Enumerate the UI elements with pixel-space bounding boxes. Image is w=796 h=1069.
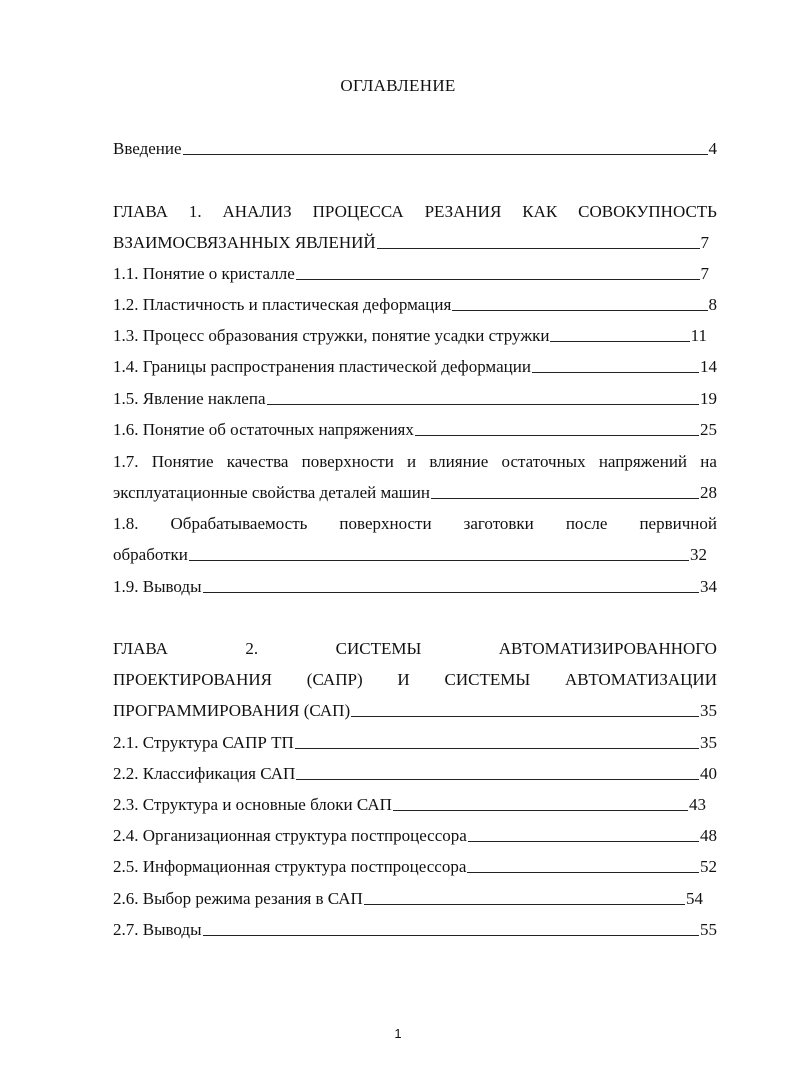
toc-leader: [550, 341, 689, 342]
heading-word: 2.: [245, 639, 259, 658]
toc-page: 43: [689, 795, 706, 814]
page-number: 1: [394, 1026, 402, 1041]
toc-word: Понятие: [151, 452, 214, 471]
toc-leader: [203, 935, 699, 936]
toc-label: Введение: [113, 139, 182, 158]
toc-page: 52: [700, 857, 717, 876]
toc-page: 35: [700, 733, 717, 752]
toc-leader: [295, 748, 699, 749]
toc-leader: [431, 498, 699, 499]
toc-leader: [377, 248, 700, 249]
toc-word: после: [565, 514, 608, 533]
toc-entry-2-6[interactable]: [113, 888, 717, 910]
toc-label: 2.6. Выбор режима резания в САП: [113, 889, 363, 908]
toc-page: 54: [686, 889, 703, 908]
toc-label: 1.2. Пластичность и пластическая деформация: [113, 295, 452, 314]
toc-page: 32: [690, 545, 707, 564]
toc-page: 11: [690, 326, 707, 345]
toc-word: поверхности: [339, 514, 432, 533]
toc-entry-2-2[interactable]: [113, 763, 717, 785]
toc-leader: [183, 154, 708, 155]
toc-leader: [203, 592, 699, 593]
toc-word: влияние: [429, 452, 489, 471]
toc-page: 7: [700, 233, 709, 252]
toc-entry-2-3[interactable]: [113, 794, 717, 816]
heading-word: (САПР): [306, 670, 363, 689]
toc-leader: [189, 560, 689, 561]
heading-word: АВТОМАТИЗИРОВАННОГО: [498, 639, 717, 658]
toc-entry-1-5[interactable]: [113, 388, 717, 410]
toc-leader: [452, 310, 707, 311]
toc-word: остаточных: [501, 452, 586, 471]
toc-label: 2.5. Информационная структура постпроцессора: [113, 857, 467, 876]
toc-leader: [351, 716, 699, 717]
toc-entry-1-1[interactable]: [113, 263, 717, 285]
toc-page: 7: [700, 264, 709, 283]
toc-entry-1-8-line1[interactable]: [113, 513, 717, 535]
chapter1-heading-line1: [113, 201, 717, 223]
toc-entry-1-9[interactable]: [113, 576, 717, 598]
toc-entry-1-8-line2[interactable]: [113, 544, 717, 566]
heading-word: АВТОМАТИЗАЦИИ: [564, 670, 717, 689]
toc-page: 34: [700, 577, 717, 596]
toc-label: 1.1. Понятие о кристалле: [113, 264, 295, 283]
toc-leader: [296, 779, 699, 780]
toc-label: 2.2. Классификация САП: [113, 764, 296, 783]
toc-page: 8: [708, 295, 717, 314]
toc-leader: [415, 435, 699, 436]
toc-label: 1.5. Явление наклепа: [113, 389, 266, 408]
heading-word: 1.: [188, 202, 202, 221]
toc-label: 1.6. Понятие об остаточных напряжениях: [113, 420, 414, 439]
heading-word: СИСТЕМЫ: [444, 670, 531, 689]
toc-entry-1-3[interactable]: [113, 325, 717, 347]
toc-label: 1.3. Процесс образования стружки, понятие усадки стружки: [113, 326, 550, 345]
toc-leader: [364, 904, 685, 905]
toc-entry-1-2[interactable]: [113, 294, 717, 316]
toc-word: качества: [226, 452, 289, 471]
toc-leader: [532, 372, 699, 373]
toc-page: 55: [700, 920, 717, 939]
toc-word: 1.8.: [113, 514, 139, 533]
toc-entry-1-4[interactable]: [113, 356, 717, 378]
page-title: ОГЛАВЛЕНИЕ: [340, 76, 456, 95]
toc-label: 1.4. Границы распространения пластической деформации: [113, 357, 531, 376]
toc-leader: [468, 841, 699, 842]
toc-entry-1-7-line2[interactable]: [113, 482, 717, 504]
toc-entry-1-6[interactable]: [113, 419, 717, 441]
toc-leader: [467, 872, 699, 873]
toc-label: эксплуатационные свойства деталей машин: [113, 483, 430, 502]
heading-word: ПРОЦЕССА: [312, 202, 404, 221]
toc-entry-2-4[interactable]: [113, 825, 717, 847]
toc-label: ПРОГРАММИРОВАНИЯ (САП): [113, 701, 351, 720]
toc-label: 2.4. Организационная структура постпроцессора: [113, 826, 467, 845]
toc-word: напряжений: [598, 452, 688, 471]
toc-entry-2-1[interactable]: [113, 732, 717, 754]
toc-page: 48: [700, 826, 717, 845]
toc-page: 25: [700, 420, 717, 439]
toc-label: 2.1. Структура САПР ТП: [113, 733, 294, 752]
toc-page: 40: [700, 764, 717, 783]
chapter2-heading-line2: [113, 669, 717, 691]
toc-word: первичной: [639, 514, 717, 533]
toc-leader: [296, 279, 700, 280]
heading-word: ПРОЕКТИРОВАНИЯ: [113, 670, 272, 689]
toc-word: Обрабатываемость: [170, 514, 308, 533]
toc-page: 14: [700, 357, 717, 376]
toc-page: 35: [700, 701, 717, 720]
toc-label: 2.3. Структура и основные блоки САП: [113, 795, 392, 814]
toc-entry-chapter1[interactable]: [113, 232, 717, 254]
toc-word: заготовки: [463, 514, 534, 533]
toc-leader: [267, 404, 700, 405]
toc-entry-1-7-line1[interactable]: [113, 451, 717, 473]
heading-word: СИСТЕМЫ: [335, 639, 422, 658]
toc-label: обработки: [113, 545, 188, 564]
heading-word: СОВОКУПНОСТЬ: [578, 202, 717, 221]
toc-leader: [393, 810, 688, 811]
toc-page: 19: [700, 389, 717, 408]
heading-word: ГЛАВА: [113, 202, 168, 221]
toc-word: 1.7.: [113, 452, 139, 471]
toc-label: 2.7. Выводы: [113, 920, 202, 939]
toc-entry-chapter2[interactable]: [113, 700, 717, 722]
chapter2-heading-line1: [113, 638, 717, 660]
toc-entry-2-5[interactable]: [113, 856, 717, 878]
heading-word: И: [397, 670, 410, 689]
heading-word: РЕЗАНИЯ: [424, 202, 502, 221]
toc-word: поверхности: [301, 452, 394, 471]
toc-page: 28: [700, 483, 717, 502]
heading-word: ГЛАВА: [113, 639, 168, 658]
toc-page: 4: [708, 139, 717, 158]
toc-label: 1.9. Выводы: [113, 577, 202, 596]
toc-word: и: [407, 452, 417, 471]
toc-label: ВЗАИМОСВЯЗАННЫХ ЯВЛЕНИЙ: [113, 233, 376, 252]
heading-word: АНАЛИЗ: [222, 202, 292, 221]
heading-word: КАК: [522, 202, 558, 221]
toc-word: на: [700, 452, 717, 471]
toc-entry-intro[interactable]: [113, 138, 717, 160]
toc-entry-2-7[interactable]: [113, 919, 717, 941]
